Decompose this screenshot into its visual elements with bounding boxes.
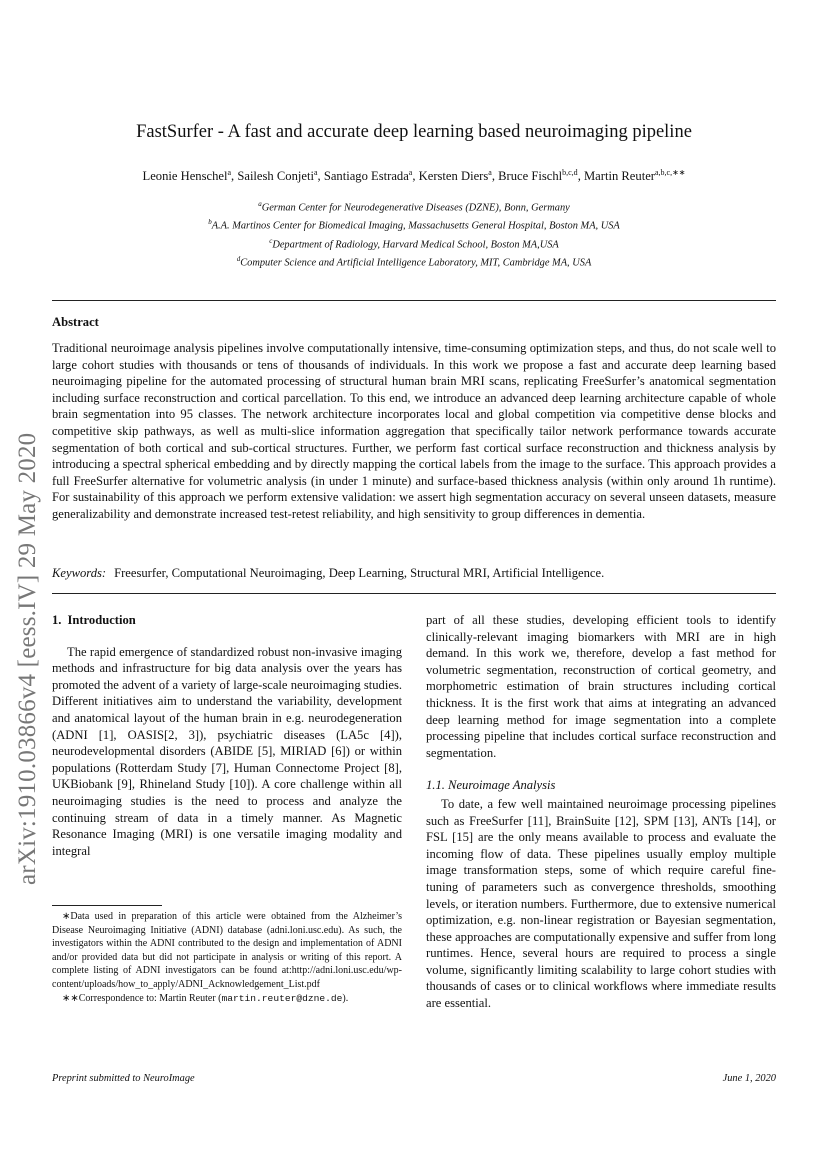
author: Leonie Henschel$^a$, — [142, 168, 238, 184]
subsection-heading: 1.1. Neuroimage Analysis — [426, 778, 556, 793]
footer-date: June 1, 2020 — [722, 1073, 776, 1084]
arxiv-identifier[interactable]: arXiv:1910.03866v4 [eess.IV] 29 May 2020 — [14, 432, 41, 885]
author: Bruce Fischl$^{b,c,d}$, — [498, 168, 584, 184]
author-mark: a — [313, 168, 318, 177]
author-mark: a,b,c,∗∗ — [654, 168, 686, 177]
section-number: 1. — [52, 613, 62, 627]
author-list — [52, 168, 776, 184]
author: Santiago Estrada$^a$, — [323, 168, 419, 184]
affiliation-list — [52, 197, 776, 271]
subsection-paragraph: To date, a few well maintained neuroimage processing pipelines such as FreeSurfer [11], BrainSuite [12], SPM [13], ANTs [14], or FSL [15] are the only means available to process and evaluate the incoming flow of data. These pipelines usually employ multiple image transformation steps, some of which require careful fine-tuning of parameters such as convergence thresholds, smoothing levels, or iteration numbers. Furthermore, due to extensive numerical optimization, e.g. non-linear registration or Bayesian segmentation, these approaches are computationally expensive and suffer from long runtimes. Hence, several hours are required to process a single volume, significantly limiting scalability to large cohort studies with thousands of cases or to clinical workflows where immediate results are essential. — [426, 796, 776, 1011]
footnote-correspondence: ∗∗Correspondence to: Martin Reuter (martin.reuter@dzne.de). — [62, 992, 349, 1004]
paper-title: FastSurfer - A fast and accurate deep learning based neuroimaging pipeline — [136, 122, 692, 142]
affiliation: $^c$Department of Radiology, Harvard Medical School, Boston MA,USA — [269, 236, 559, 251]
author-mark: a — [227, 168, 232, 177]
intro-continuation: part of all these studies, developing efficient tools to identify clinically-relevant imaging biomarkers with MRI are in high demand. In this work we, therefore, develop a fast method for volumetric segmentation, reconstruction of cortical geometry, and morphometric estimation of brain structures including cortical thickness. It is the first work that aims at integrating an advanced deep learning method for image segmentation into a complete processing pipeline that includes cortical surface reconstruction and segmentation. — [426, 613, 776, 760]
keywords-label: Keywords: — [52, 566, 107, 580]
intro-paragraph: The rapid emergence of standardized robust non-invasive imaging methods and infrastructure for big data analysis over the years has promoted the advent of a variety of large-scale neuroimaging studies. Different initiatives aim to understand the variability, development and anatomical layout of the human brain in e.g. neurodegeneration (ADNI [1], OASIS[2, 3]), psychiatric diseases (LA5c [4]), neurodevelopmental disorders (ABIDE [5], MIRIAD [6]) or within populations (Rotterdam Study [7], Human Connectome Project [8], UKBiobank [9], Rhineland Study [10]). A core challenge within all neuroimaging studies is the need to process and analyze the continuing stream of data in a timely manner. As Magnetic Resonance Imaging (MRI) is one versatile imaging modality and integral — [52, 644, 402, 858]
affiliation: $^a$German Center for Neurodegenerative Diseases (DZNE), Bonn, Germany — [258, 200, 570, 214]
footnote-data: ∗Data used in preparation of this article were obtained from the Alzheimer’s Disease Neuroimaging Initiative (ADNI) database (adni.loni.usc.edu). As such, the investigators within the ADNI contributed to the design and implementation of ADNI and/or provided data but did not participate in analysis or writing of this report. A complete listing of ADNI investigators can be found at:http://adni.loni.usc.edu/wp-content/uploads/how_to_apply/ADNI_Acknowledgement_List.pdf — [52, 911, 402, 990]
author-mark: b,c,d — [562, 168, 578, 177]
column-left — [52, 612, 402, 859]
abstract-heading: Abstract — [52, 315, 99, 329]
keywords-text: Freesurfer, Computational Neuroimaging, Deep Learning, Structural MRI, Artificial Intelligence. — [114, 566, 605, 580]
divider-abstract — [52, 593, 776, 594]
divider-top — [52, 300, 776, 301]
affiliation: $^d$Computer Science and Artificial Intelligence Laboratory, MIT, Cambridge MA, USA — [236, 255, 592, 269]
correspondence-email[interactable]: martin.reuter@dzne.de — [221, 992, 343, 1004]
section-title: Introduction — [67, 613, 136, 627]
column-right — [426, 612, 776, 1012]
section-heading — [52, 612, 402, 629]
abstract-text: Traditional neuroimage analysis pipelines involve computationally intensive, time-consuming optimization steps, and thus, do not scale well to large cohort studies with thousands or tens of thousands of individuals. In this work we propose a fast and accurate deep learning based neuroimaging pipeline for the automated processing of structural human brain MRI scans, replicating FreeSurfer’s anatomical segmentation including surface reconstruction and cortical parcellation. To this end, we introduce an advanced deep learning architecture capable of whole brain segmentation into 95 classes. The network architecture incorporates local and global competition via competitive dense blocks and competitive skip pathways, as well as multi-slice information aggregation that specifically tailor network performance towards accurate segmentation of both cortical and sub-cortical structures. Further, we perform fast cortical surface reconstruction and thickness analysis by introducing a spectral spherical embedding and by directly mapping the cortical labels from the image to the surface. This approach provides a full FreeSurfer alternative for volumetric analysis (in under 1 minute) and surface-based thickness analysis (within only around 1h runtime). For sustainability of this approach we perform extensive validation: we assert high segmentation accuracy on several unseen datasets, measure generalizability and demonstrate increased test-retest reliability, and high sensitivity to group differences in dementia. — [52, 341, 776, 521]
author: Sailesh Conjeti$^a$, — [237, 168, 324, 184]
author: Kersten Diers$^a$, — [418, 168, 499, 184]
footnote-rule — [52, 905, 162, 906]
keywords — [52, 566, 776, 581]
author-mark: a — [408, 168, 413, 177]
author-mark: a — [488, 168, 492, 177]
footnotes — [52, 910, 402, 1005]
author: Martin Reuter$^{a,b,c,∗∗}$ — [583, 168, 686, 184]
footer-journal: Preprint submitted to NeuroImage — [52, 1073, 195, 1084]
affiliation: $^b$A.A. Martinos Center for Biomedical Imaging, Massachusetts General Hospital, Boston MA, USA — [208, 218, 620, 232]
